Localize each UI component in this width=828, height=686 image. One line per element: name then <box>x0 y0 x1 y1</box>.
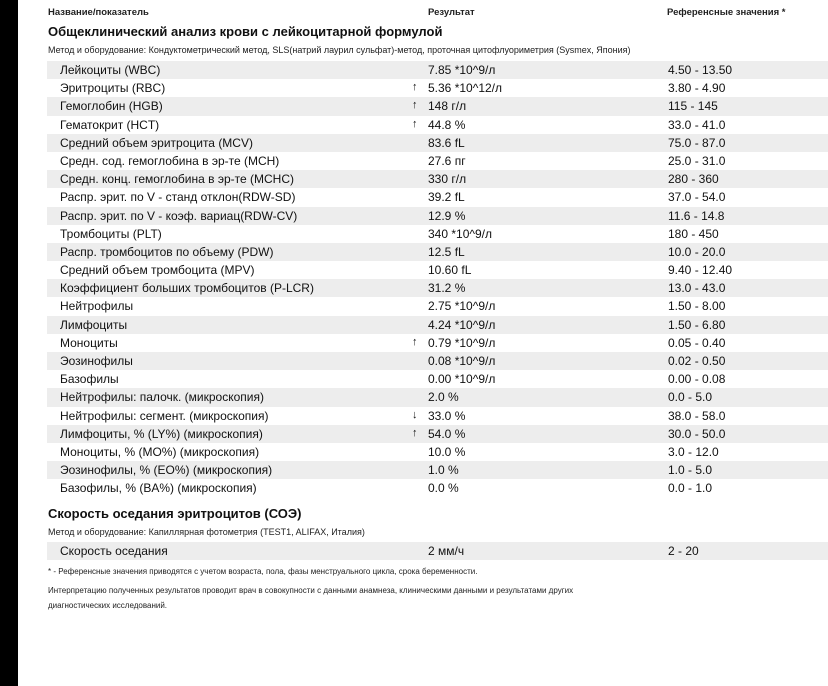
reference-range: 115 - 145 <box>668 99 718 114</box>
method-cbc: Метод и оборудование: Кондуктометрический метод, SLS(натрий лаурил сульфат)-метод, проточная цитофлуориметрия (Sysmex, Япония) <box>48 45 631 55</box>
table-row <box>47 425 828 443</box>
test-name: Эритроциты (RBC) <box>60 81 166 96</box>
test-result: 330 г/л <box>428 172 467 187</box>
test-name: Средн. конц. гемоглобина в эр-те (MCHC) <box>60 172 294 187</box>
table-row <box>47 79 828 97</box>
results-table-cbc <box>47 61 828 498</box>
test-result: 0.0 % <box>428 481 459 496</box>
table-row <box>47 370 828 388</box>
test-result: 0.08 *10^9/л <box>428 354 496 368</box>
reference-range: 11.6 - 14.8 <box>668 208 725 223</box>
test-name: Эозинофилы, % (EO%) (микроскопия) <box>60 463 273 478</box>
test-result: 2.0 % <box>428 390 459 405</box>
table-row <box>47 207 828 225</box>
table-row <box>47 279 828 297</box>
test-name: Средн. сод. гемоглобина в эр-те (MCH) <box>60 153 280 168</box>
test-name: Скорость оседания <box>60 544 168 558</box>
header-result: Результат <box>428 7 475 18</box>
test-result: 2.75 *10^9/л <box>428 299 496 314</box>
table-row <box>47 188 828 206</box>
flag-arrow-icon: ↑ <box>412 117 418 130</box>
reference-range: 4.50 - 13.50 <box>668 63 733 77</box>
test-result: 10.60 fL <box>428 263 472 278</box>
table-row <box>47 479 828 497</box>
test-result: 33.0 % <box>428 408 466 423</box>
test-name: Средний объем эритроцита (MCV) <box>60 135 253 150</box>
reference-range: 3.0 - 12.0 <box>668 444 719 459</box>
test-name: Распр. тромбоцитов по объему (PDW) <box>60 244 274 259</box>
reference-range: 30.0 - 50.0 <box>668 426 726 441</box>
test-result: 340 *10^9/л <box>428 226 493 241</box>
test-result: 12.9 % <box>428 208 466 223</box>
table-row <box>47 407 828 425</box>
footnote-interpretation <box>48 583 573 613</box>
test-name: Лейкоциты (WBC) <box>60 63 161 77</box>
table-row <box>47 243 828 261</box>
reference-range: 9.40 - 12.40 <box>668 263 733 278</box>
test-name: Моноциты, % (MO%) (микроскопия) <box>60 444 260 459</box>
table-row <box>47 461 828 479</box>
test-name: Средний объем тромбоцита (MPV) <box>60 263 255 278</box>
section-title-esr: Скорость оседания эритроцитов (СОЭ) <box>48 506 302 521</box>
test-result: 0.00 *10^9/л <box>428 372 496 387</box>
table-row <box>47 352 828 370</box>
table-row <box>47 134 828 152</box>
test-name: Нейтрофилы: сегмент. (микроскопия) <box>60 408 269 423</box>
reference-range: 13.0 - 43.0 <box>668 281 726 296</box>
header-name: Название/показатель <box>48 7 149 18</box>
flag-arrow-icon: ↓ <box>412 408 418 421</box>
test-name: Лимфоциты <box>60 317 128 332</box>
flag-arrow-icon: ↑ <box>412 99 418 112</box>
test-result: 7.85 *10^9/л <box>428 63 496 77</box>
test-name: Распр. эрит. по V - коэф. вариац(RDW-CV) <box>60 208 298 223</box>
reference-range: 1.50 - 8.00 <box>668 299 726 314</box>
reference-range: 25.0 - 31.0 <box>668 153 726 168</box>
test-result: 0.79 *10^9/л <box>428 335 496 350</box>
method-esr: Метод и оборудование: Капиллярная фотометрия (TEST1, ALIFAX, Италия) <box>48 527 365 537</box>
table-row <box>47 261 828 279</box>
test-name: Нейтрофилы <box>60 299 134 314</box>
test-name: Лимфоциты, % (LY%) (микроскопия) <box>60 426 263 441</box>
reference-range: 37.0 - 54.0 <box>668 190 726 205</box>
footnote-line-2: диагностических исследований. <box>48 601 168 610</box>
left-edge-bar <box>0 0 18 686</box>
table-row <box>47 388 828 406</box>
reference-range: 0.0 - 1.0 <box>668 481 713 496</box>
reference-range: 180 - 450 <box>668 226 719 241</box>
test-name: Коэффициент больших тромбоцитов (P-LCR) <box>60 281 314 296</box>
test-name: Базофилы <box>60 372 119 387</box>
test-result: 83.6 fL <box>428 135 465 150</box>
table-row <box>47 334 828 352</box>
test-result: 27.6 пг <box>428 153 466 168</box>
table-row <box>47 297 828 315</box>
table-row <box>47 61 828 79</box>
test-result: 1.0 % <box>428 463 459 478</box>
table-row <box>47 152 828 170</box>
test-name: Гемоглобин (HGB) <box>60 99 163 114</box>
header-ref: Референсные значения * <box>667 7 786 18</box>
table-row <box>47 116 828 134</box>
test-name: Моноциты <box>60 335 118 350</box>
test-result: 5.36 *10^12/л <box>428 81 503 96</box>
footnote-line-1: Интерпретацию полученных результатов проводит врач в совокупности с данными анамнеза, клиническими данными и результатами других <box>48 586 574 595</box>
test-result: 44.8 % <box>428 117 466 132</box>
test-result: 39.2 fL <box>428 190 465 205</box>
test-name: Тромбоциты (PLT) <box>60 226 162 241</box>
reference-range: 0.0 - 5.0 <box>668 390 713 405</box>
reference-range: 280 - 360 <box>668 172 719 187</box>
test-result: 31.2 % <box>428 281 466 296</box>
reference-range: 75.0 - 87.0 <box>668 135 726 150</box>
flag-arrow-icon: ↑ <box>412 335 418 348</box>
reference-range: 33.0 - 41.0 <box>668 117 726 132</box>
results-table-esr <box>47 542 828 560</box>
test-result: 4.24 *10^9/л <box>428 317 496 332</box>
table-row <box>47 542 828 560</box>
reference-range: 10.0 - 20.0 <box>668 244 726 259</box>
test-name: Базофилы, % (BA%) (микроскопия) <box>60 481 257 496</box>
test-result: 148 г/л <box>428 99 467 114</box>
flag-arrow-icon: ↑ <box>412 426 418 439</box>
reference-range: 38.0 - 58.0 <box>668 408 726 423</box>
test-result: 10.0 % <box>428 444 466 459</box>
test-result: 2 мм/ч <box>428 544 465 558</box>
test-name: Распр. эрит. по V - станд отклон(RDW-SD) <box>60 190 296 205</box>
reference-range: 0.05 - 0.40 <box>668 335 726 350</box>
reference-range: 1.0 - 5.0 <box>668 463 713 478</box>
footnote-reference: * - Референсные значения приводятся с учетом возраста, пола, фазы менструального цикла, срока беременности. <box>48 567 478 576</box>
test-name: Гематокрит (HCT) <box>60 117 160 132</box>
test-result: 54.0 % <box>428 426 466 441</box>
reference-range: 1.50 - 6.80 <box>668 317 726 332</box>
section-title-cbc: Общеклинический анализ крови с лейкоцитарной формулой <box>48 24 443 39</box>
reference-range: 2 - 20 <box>668 544 699 558</box>
reference-range: 0.02 - 0.50 <box>668 354 726 368</box>
table-row <box>47 225 828 243</box>
table-row <box>47 443 828 461</box>
table-row <box>47 316 828 334</box>
table-row <box>47 97 828 115</box>
flag-arrow-icon: ↑ <box>412 81 418 94</box>
test-name: Эозинофилы <box>60 354 133 368</box>
test-name: Нейтрофилы: палочк. (микроскопия) <box>60 390 264 405</box>
reference-range: 0.00 - 0.08 <box>668 372 726 387</box>
reference-range: 3.80 - 4.90 <box>668 81 726 96</box>
table-row <box>47 170 828 188</box>
test-result: 12.5 fL <box>428 244 465 259</box>
